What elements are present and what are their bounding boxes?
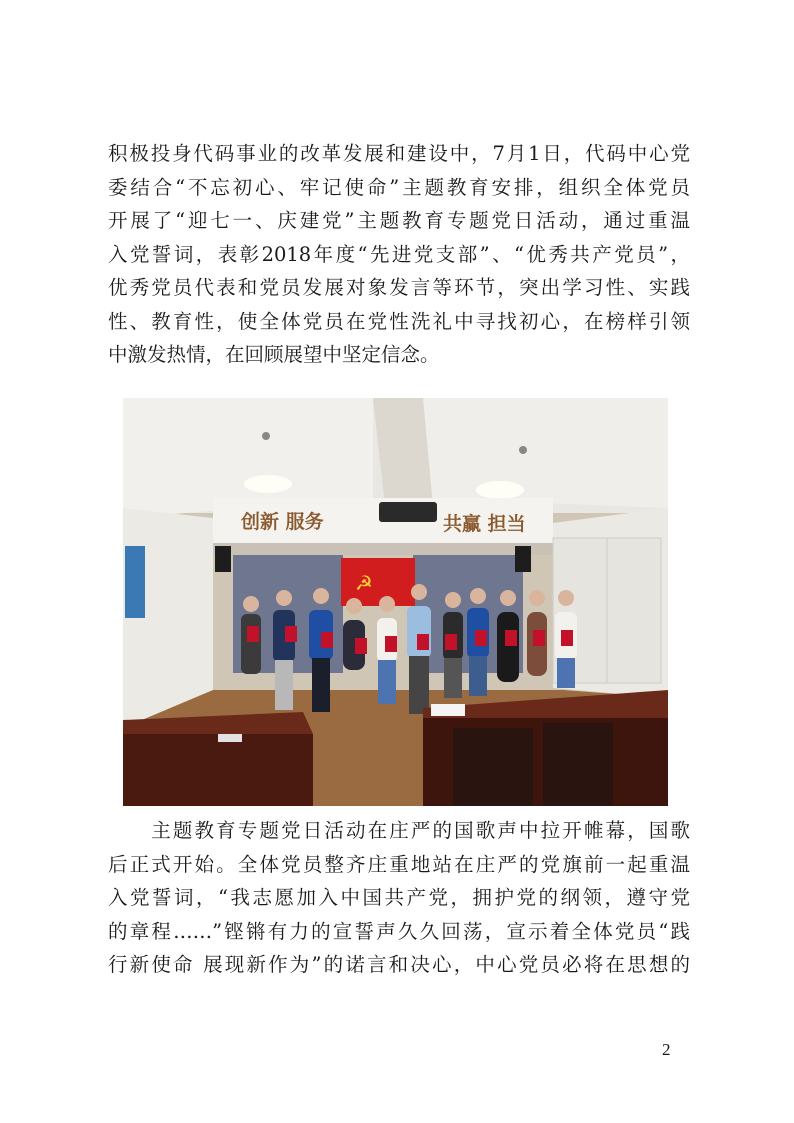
text-line: 后正式开始。全体党员整齐庄重地站在庄严的党旗前一起重温 [108,852,690,876]
text-line: 开展了“迎七一、庆建党”主题教育专题党日活动，通过重温 [108,209,690,232]
text-line: 主题教育专题党日活动在庄严的国歌声中拉开帷幕，国歌 [108,819,690,842]
wall-slogan-left: 创新 服务 [241,511,324,533]
text-line: 入党誓词，“我志愿加入中国共产党，拥护党的纲领，遵守党 [108,886,690,909]
text-line: 委结合“不忘初心、牢记使命”主题教育安排，组织全体党员 [108,175,690,199]
text-line: 积极投身代码事业的改革发展和建设中，7月1日，代码中心党 [108,142,690,165]
page-number: 2 [662,1040,671,1059]
text-line: 优秀党员代表和党员发展对象发言等环节，突出学习性、实践 [108,276,690,299]
text-line: 性、教育性，使全体党员在党性洗礼中寻找初心，在榜样引领 [108,309,690,333]
text-line: 行新使命 展现新作为”的诺言和决心，中心党员必将在思想的 [108,953,690,976]
wall-slogan-right: 共赢 担当 [443,513,526,535]
text-line: 中激发热情，在回顾展望中坚定信念。 [108,343,440,366]
group-photo [123,398,668,806]
text-line: 的章程……”铿锵有力的宣誓声久久回荡，宣示着全体党员“践 [108,919,690,943]
body-paragraph-2 [108,814,690,982]
text-line: 入党誓词，表彰2018年度“先进党支部”、“优秀共产党员”， [108,242,690,266]
body-paragraph-1 [108,137,690,372]
group-photo-illustration [123,398,668,806]
hammer-sickle-icon: ☭ [355,571,373,595]
